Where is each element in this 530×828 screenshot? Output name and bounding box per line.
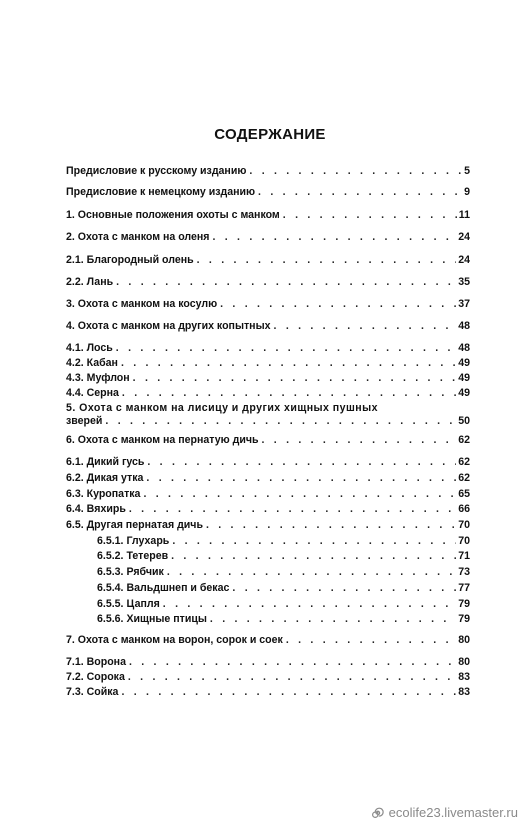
toc-entry-page: 49 bbox=[458, 357, 470, 369]
toc-entry-label: 7.3. Сойка bbox=[66, 686, 119, 698]
leader-dots bbox=[121, 686, 456, 699]
toc-entry-page: 35 bbox=[458, 276, 470, 288]
toc-entry-page: 70 bbox=[458, 535, 470, 547]
toc-entry-label: 6.4. Вяхирь bbox=[66, 503, 126, 515]
toc-entry bbox=[66, 456, 470, 469]
leader-dots bbox=[220, 298, 456, 311]
toc-entry bbox=[66, 519, 470, 532]
toc-entry-label: 3. Охота с манком на косулю bbox=[66, 298, 218, 310]
toc-entry-label: 7. Охота с манком на ворон, сорок и соек bbox=[66, 634, 283, 646]
toc-entry bbox=[66, 298, 470, 311]
toc-entry-page: 80 bbox=[458, 656, 470, 668]
leader-dots bbox=[147, 456, 456, 469]
toc-entry-label: 4.3. Муфлон bbox=[66, 372, 130, 384]
leader-dots bbox=[286, 634, 456, 647]
toc-entry-label-line1: 5. Охота с манком на лисицу и других хищных пушных bbox=[66, 402, 378, 414]
toc-entry-label: 6.5.5. Цапля bbox=[97, 598, 160, 610]
toc-entry-page: 37 bbox=[458, 298, 470, 310]
leader-dots bbox=[212, 231, 456, 244]
leader-dots bbox=[232, 582, 456, 595]
toc-entry bbox=[66, 634, 470, 647]
leader-dots bbox=[274, 320, 457, 333]
toc-entry bbox=[97, 550, 470, 563]
toc-entry bbox=[66, 372, 470, 385]
toc-entry-page: 9 bbox=[464, 186, 470, 198]
leader-dots bbox=[210, 613, 456, 626]
toc-entry-label-line2: зверей bbox=[66, 415, 103, 427]
watermark-text: ecolife23.livemaster.ru bbox=[388, 805, 518, 820]
leader-dots bbox=[172, 535, 456, 548]
leader-dots bbox=[129, 503, 456, 516]
leader-dots bbox=[249, 165, 462, 178]
toc-entry bbox=[97, 613, 470, 626]
watermark bbox=[370, 805, 518, 820]
spiral-logo-icon bbox=[370, 806, 384, 820]
toc-entry bbox=[66, 671, 470, 684]
toc-entry-label: 6.5.3. Рябчик bbox=[97, 566, 164, 578]
leader-dots bbox=[116, 276, 456, 289]
leader-dots bbox=[121, 357, 456, 370]
toc-entry-label: 4.1. Лось bbox=[66, 342, 113, 354]
leader-dots bbox=[167, 566, 456, 579]
toc-entry-page: 66 bbox=[458, 503, 470, 515]
toc-entry-label: 7.2. Сорока bbox=[66, 671, 125, 683]
toc-entry-page: 79 bbox=[458, 613, 470, 625]
toc-entry-page: 62 bbox=[458, 472, 470, 484]
toc-entry-page: 49 bbox=[458, 387, 470, 399]
page-title: СОДЕРЖАНИЕ bbox=[214, 126, 326, 143]
toc-entry-page: 79 bbox=[458, 598, 470, 610]
toc-entry bbox=[66, 320, 470, 333]
toc-entry bbox=[66, 472, 470, 485]
leader-dots bbox=[163, 598, 456, 611]
toc-entry bbox=[66, 209, 470, 222]
leader-dots bbox=[129, 656, 456, 669]
toc-entry bbox=[97, 535, 470, 548]
toc-entry-page: 80 bbox=[458, 634, 470, 646]
toc-entry bbox=[66, 686, 470, 699]
toc-entry bbox=[66, 357, 470, 370]
toc-entry-label: 6.5.2. Тетерев bbox=[97, 550, 169, 562]
toc-entry-label: 1. Основные положения охоты с манком bbox=[66, 209, 280, 221]
toc-entry-page: 49 bbox=[458, 372, 470, 384]
leader-dots bbox=[122, 387, 456, 400]
leader-dots bbox=[133, 372, 457, 385]
leader-dots bbox=[206, 519, 456, 532]
toc-entry-label: 7.1. Ворона bbox=[66, 656, 126, 668]
toc-entry-label: 6.5.4. Вальдшнеп и бекас bbox=[97, 582, 230, 594]
toc-entry-page: 73 bbox=[458, 566, 470, 578]
toc-entry bbox=[97, 598, 470, 611]
toc-entry-page: 70 bbox=[458, 519, 470, 531]
toc-entry-page: 62 bbox=[458, 434, 470, 446]
leader-dots bbox=[197, 254, 457, 267]
toc-entry-page: 11 bbox=[458, 209, 470, 221]
toc-entry-label: 6.5.6. Хищные птицы bbox=[97, 613, 207, 625]
toc-entry-page: 24 bbox=[458, 254, 470, 266]
toc-entry-page: 62 bbox=[458, 456, 470, 468]
leader-dots bbox=[262, 434, 457, 447]
toc-entry-label: 6.2. Дикая утка bbox=[66, 472, 144, 484]
toc-entry-page: 50 bbox=[458, 415, 470, 427]
leader-dots bbox=[116, 342, 456, 355]
toc-entry bbox=[66, 276, 470, 289]
leader-dots bbox=[143, 488, 456, 501]
toc-entry-label: 6. Охота с манком на пернатую дичь bbox=[66, 434, 259, 446]
toc-entry bbox=[66, 434, 470, 447]
toc-entry bbox=[66, 342, 470, 355]
toc-entry-label: 6.5.1. Глухарь bbox=[97, 535, 170, 547]
toc-entry bbox=[66, 656, 470, 669]
toc-entry-label: 6.1. Дикий гусь bbox=[66, 456, 145, 468]
toc-entry bbox=[66, 387, 470, 400]
toc-entry-label: 4.2. Кабан bbox=[66, 357, 118, 369]
toc-entry-page: 83 bbox=[458, 686, 470, 698]
leader-dots bbox=[171, 550, 456, 563]
toc-entry-label: 4.4. Серна bbox=[66, 387, 119, 399]
toc-entry-page: 71 bbox=[458, 550, 470, 562]
toc-entry-page: 24 bbox=[458, 231, 470, 243]
leader-dots bbox=[146, 472, 456, 485]
toc-entry bbox=[66, 231, 470, 244]
toc-entry-label: 2.1. Благородный олень bbox=[66, 254, 194, 266]
toc-entry bbox=[97, 582, 470, 595]
leader-dots bbox=[105, 415, 456, 428]
toc-entry bbox=[66, 254, 470, 267]
toc-entry-label: 6.5. Другая пернатая дичь bbox=[66, 519, 203, 531]
leader-dots bbox=[258, 186, 462, 199]
toc-entry bbox=[66, 503, 470, 516]
toc-entry-label: 4. Охота с манком на других копытных bbox=[66, 320, 271, 332]
toc-entry bbox=[66, 402, 470, 428]
toc-entry-label: Предисловие к русскому изданию bbox=[66, 165, 247, 177]
toc-entry-page: 83 bbox=[458, 671, 470, 683]
leader-dots bbox=[283, 209, 457, 222]
toc-entry-page: 77 bbox=[458, 582, 470, 594]
toc-entry-label: 2.2. Лань bbox=[66, 276, 114, 288]
toc-entry bbox=[66, 186, 470, 199]
toc-entry-page: 48 bbox=[458, 342, 470, 354]
toc-entry-page: 48 bbox=[458, 320, 470, 332]
toc-entry-label: 6.3. Куропатка bbox=[66, 488, 141, 500]
toc-entry-label: 2. Охота с манком на оленя bbox=[66, 231, 210, 243]
toc-entry-page: 65 bbox=[458, 488, 470, 500]
toc-entry bbox=[66, 488, 470, 501]
toc-entry-page: 5 bbox=[464, 165, 470, 177]
toc-entry bbox=[97, 566, 470, 579]
leader-dots bbox=[128, 671, 456, 684]
toc-entry bbox=[66, 165, 470, 178]
toc-entry-label: Предисловие к немецкому изданию bbox=[66, 186, 256, 198]
